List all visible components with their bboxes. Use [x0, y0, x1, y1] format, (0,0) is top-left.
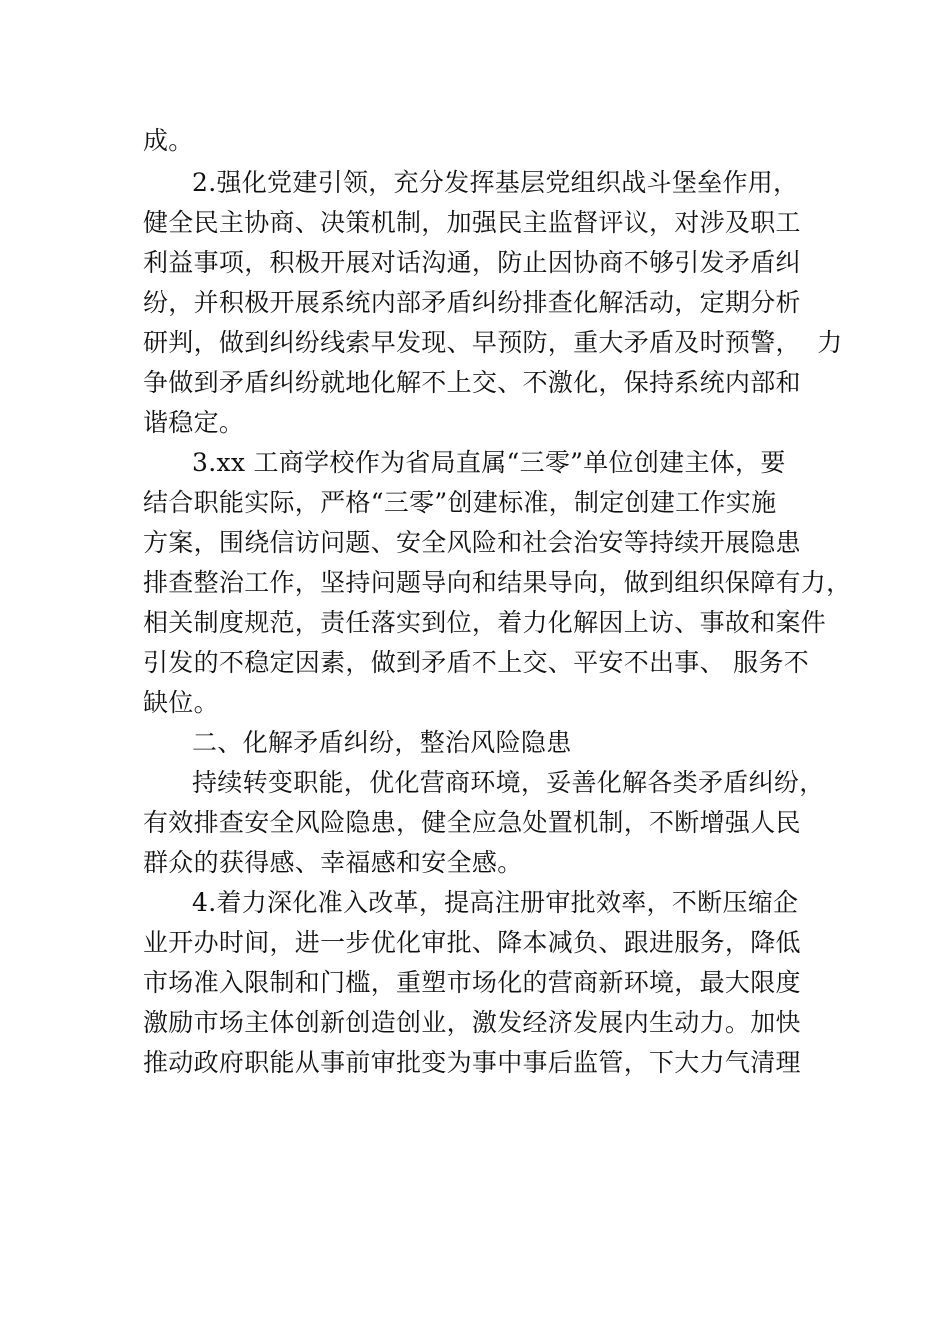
text-line: 引发的不稳定因素，做到矛盾不上交、平安不出事、 服务不 [143, 648, 810, 677]
text-line: 结合职能实际，严格“三零”创建标准，制定创建工作实施 [143, 488, 777, 517]
text-line: 争做到矛盾纠纷就地化解不上交、不激化，保持系统内部和 [143, 368, 801, 397]
text-line: 持续转变职能，优化营商环境，妥善化解各类矛盾纠纷， [192, 768, 825, 797]
text-line: 方案，围绕信访问题、安全风险和社会治安等持续开展隐患 [143, 528, 801, 557]
text-line: 缺位。 [143, 688, 219, 717]
section-heading: 二、化解矛盾纠纷，整治风险隐患 [192, 728, 572, 757]
text-line: 成。 [143, 126, 194, 155]
text-line: 推动政府职能从事前审批变为事中事后监管，下大力气清理 [143, 1048, 801, 1077]
text-line: 2.强化党建引领，充分发挥基层党组织战斗堡垒作用， [192, 168, 799, 197]
text-line: 纷，并积极开展系统内部矛盾纠纷排查化解活动，定期分析 [143, 288, 801, 317]
text-line: 谐稳定。 [143, 408, 245, 437]
text-line: 利益事项，积极开展对话沟通，防止因协商不够引发矛盾纠 [143, 248, 801, 277]
text-line: 业开办时间，进一步优化审批、降本减负、跟进服务，降低 [143, 928, 801, 957]
text-line: 3.xx 工商学校作为省局直属“三零”单位创建主体，要 [192, 448, 786, 477]
text-line: 有效排查安全风险隐患，健全应急处置机制，不断增强人民 [143, 808, 801, 837]
text-line: 4.着力深化准入改革，提高注册审批效率，不断压缩企 [192, 888, 799, 917]
text-line: 排查整治工作，坚持问题导向和结果导向，做到组织保障有力， [143, 568, 852, 597]
text-line: 健全民主协商、决策机制，加强民主监督评议，对涉及职工 [143, 208, 801, 237]
text-line: 研判，做到纠纷线索早发现、早预防，重大矛盾及时预警， 力 [143, 328, 843, 357]
text-line: 群众的获得感、幸福感和安全感。 [143, 848, 523, 877]
text-line: 市场准入限制和门槛，重塑市场化的营商新环境，最大限度 [143, 968, 801, 997]
text-line: 激励市场主体创新创造创业，激发经济发展内生动力。加快 [143, 1008, 801, 1037]
text-line: 相关制度规范，责任落实到位，着力化解因上访、事故和案件 [143, 608, 827, 637]
